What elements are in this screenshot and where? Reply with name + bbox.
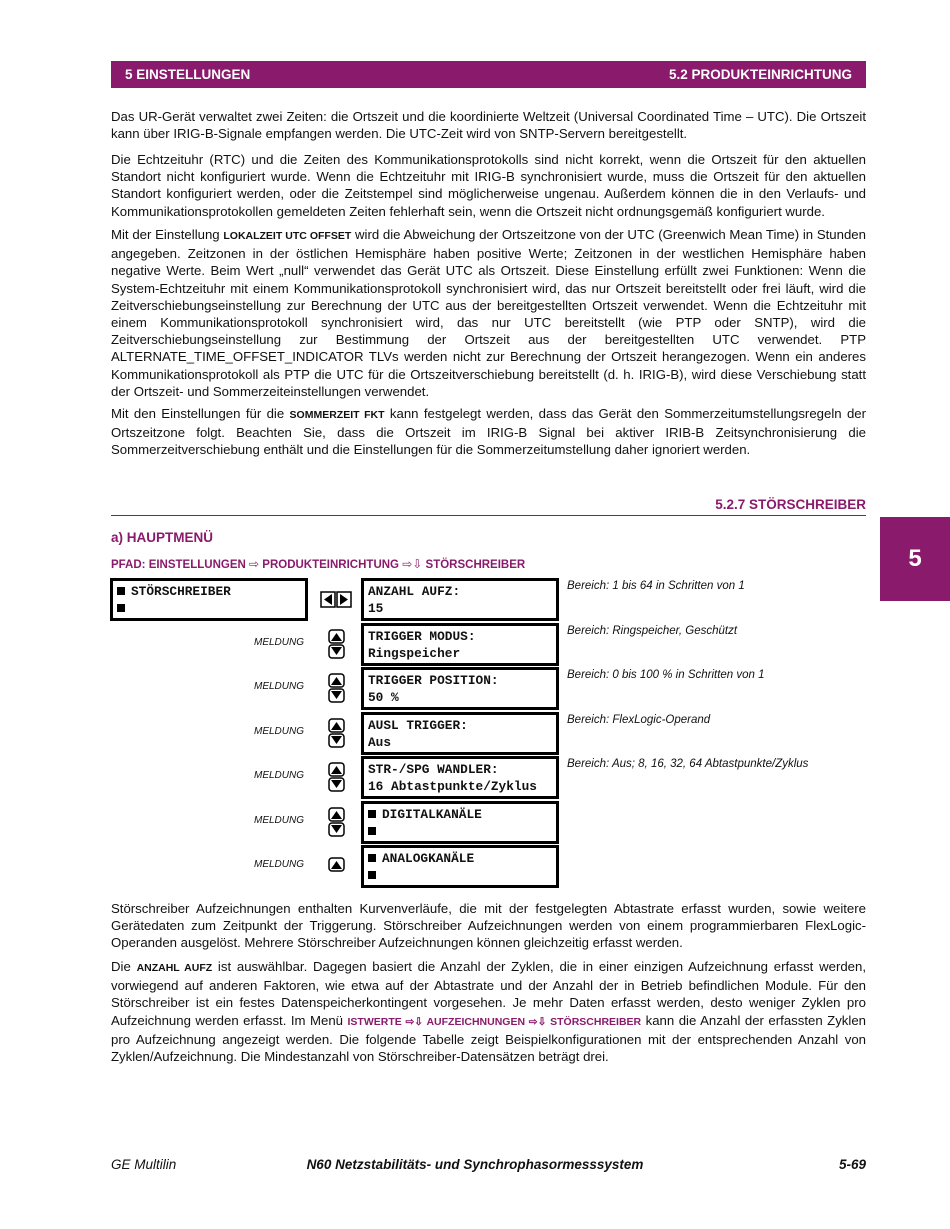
- setting-display-trigger-position: TRIGGER POSITION: 50 %: [361, 667, 559, 710]
- header-section: 5.2 PRODUKTEINRICHTUNG: [668, 67, 852, 82]
- square-bullet-icon: [117, 604, 125, 612]
- range-text: Bereich: 1 bis 64 in Schritten von 1: [567, 580, 745, 592]
- setting-display-ausl-trigger: AUSL TRIGGER: Aus: [361, 712, 559, 755]
- square-bullet-icon: [368, 810, 376, 818]
- up-arrow-icon: [328, 857, 345, 873]
- setting-display-trigger-modus: TRIGGER MODUS: Ringspeicher: [361, 623, 559, 666]
- menu-path-term: STÖRSCHREIBER: [550, 1015, 642, 1028]
- range-text: Bereich: FlexLogic-Operand: [567, 714, 711, 726]
- range-text: Bereich: 0 bis 100 % in Schritten von 1: [567, 669, 765, 681]
- section-title: 5.2.7 STÖRSCHREIBER: [111, 497, 866, 516]
- right-arrow-icon: ⇨: [249, 557, 260, 571]
- left-right-arrows-icon: [320, 591, 352, 608]
- footer-company: GE Multilin: [111, 1157, 177, 1172]
- meldung-label: MELDUNG: [254, 770, 305, 781]
- range-text: Bereich: Aus; 8, 16, 32, 64 Abtastpunkte/Zyklus: [567, 758, 809, 770]
- right-down-arrow-icon: ⇨⇩: [401, 1015, 427, 1028]
- meldung-label: MELDUNG: [254, 726, 305, 737]
- up-down-arrows-icon: [328, 762, 345, 792]
- paragraph-recorder-intro: Störschreiber Aufzeichnungen enthalten Kurvenverläufe, die mit der festgelegten Abtastrate erfasst wurden, sowie weitere Gerätedaten zum Zeitpunkt der Triggerung. Störschreiber Aufzeichnungen werden von einem programmierbaren FlexLogic-Operanden ausgelöst. Mehrere Störschreiber Aufzeichnungen können gleichzeitig erfasst werden.: [111, 901, 866, 951]
- paragraph-rtc: Die Echtzeituhr (RTC) und die Zeiten des Kommunikationsprotokolls sind nicht korrekt, wenn die Ortszeit für den aktuellen Standort nicht konfiguriert wurde. Wenn die Echtzeituhr mit IRIG-B synchronisiert wurde, muss die Ortszeit für den aktuellen Standort konfiguriert werden, oder die Zeitstempel sind möglicherweise ungenau. Außerdem können die in den Verlaufs- und Kommunikationsprotokollen gemeldeten Zeiten fehlerhaft sein, wenn die Ortszeit nicht ordnungsgemäß konfiguriert wurde.: [111, 152, 866, 219]
- right-down-arrow-icon: ⇨⇩: [525, 1015, 551, 1028]
- up-down-arrows-icon: [328, 673, 345, 703]
- header-chapter: 5 EINSTELLUNGEN: [125, 67, 251, 82]
- meldung-label: MELDUNG: [254, 815, 305, 826]
- menu-path-term: ISTWERTE: [347, 1015, 402, 1028]
- square-bullet-icon: [117, 587, 125, 595]
- page-number: 5-69: [838, 1157, 866, 1172]
- meldung-label: MELDUNG: [254, 859, 305, 870]
- paragraph-time: Das UR-Gerät verwaltet zwei Zeiten: die Ortszeit und die koordinierte Weltzeit (Universal Coordinated Time – UTC). Die Ortszeit kann über IRIG-B-Signale empfangen werden. Die UTC-Zeit wird von SNTP-Servern bereitgestellt.: [111, 109, 866, 142]
- up-down-arrows-icon: [328, 807, 345, 837]
- setting-display-anzahl-aufz: ANZAHL AUFZ: 15: [361, 578, 559, 621]
- paragraph-record-count: Die ANZAHL AUFZ ist auswählbar. Dagegen basiert die Anzahl der Zyklen, die in einer einzigen Aufzeichnung erfasst werden, vorwiegend auf anderen Faktoren, wie etwa auf der Abtastrate und der Anzahl der in Betrieb befindlichen Module. Für den Störschreiber ist ein festes Datenspeicherkontingent vorgesehen. Je mehr Daten erfasst werden, desto weniger Zyklen pro Aufzeichnung werden erfasst. Im Menü ISTWERTE ⇨⇩ AUFZEICHNUNGEN ⇨⇩ STÖRSCHREIBER kann die Anzahl der erfassten Zyklen pro Aufzeichnung angezeigt werden. Die folgende Tabelle zeigt Beispielkonfigurationen mit der entsprechenden Anzahl von Zyklen/Aufzeichnung. Die Mindestanzahl von Störschreiber-Datensätzen beträgt drei.: [111, 959, 867, 1065]
- setting-term: SOMMERZEIT FKT: [289, 409, 385, 421]
- setting-term: ANZAHL AUFZ: [136, 962, 213, 974]
- menu-path: PFAD: EINSTELLUNGEN ⇨ PRODUKTEINRICHTUNG ⇨⇩ STÖRSCHREIBER: [111, 557, 526, 571]
- square-bullet-icon: [368, 827, 376, 835]
- setting-display-wandler: STR-/SPG WANDLER: 16 Abtastpunkte/Zyklus: [361, 756, 559, 799]
- page-header: [111, 61, 866, 88]
- square-bullet-icon: [368, 854, 376, 862]
- menu-root-display: STÖRSCHREIBER: [110, 578, 308, 621]
- footer-title: N60 Netzstabilitäts- und Synchrophasormesssystem: [306, 1157, 644, 1172]
- range-text: Bereich: Ringspeicher, Geschützt: [567, 625, 738, 637]
- meldung-label: MELDUNG: [254, 681, 305, 692]
- submenu-display-analogkanaele: ANALOGKANÄLE: [361, 845, 559, 888]
- meldung-label: MELDUNG: [254, 637, 305, 648]
- square-bullet-icon: [368, 871, 376, 879]
- up-down-arrows-icon: [328, 718, 345, 748]
- chapter-tab: 5: [880, 517, 950, 601]
- paragraph-dst: Mit den Einstellungen für die SOMMERZEIT FKT kann festgelegt werden, dass das Gerät den Sommerzeitumstellungsregeln der Ortszeitzone folgt. Beachten Sie, dass die Ortszeit im IRIG-B Signal bei aktiver IRIB-B Zeitsynchronisierung die Sommerzeitverschiebung enthält und die Einstellungen für die Sommerzeitumstellung daher ignoriert werden.: [111, 406, 866, 458]
- sub-heading: a) HAUPTMENÜ: [111, 530, 214, 545]
- right-down-arrow-icon: ⇨⇩: [402, 557, 423, 571]
- paragraph-utc-offset: Mit der Einstellung LOKALZEIT UTC OFFSET wird die Abweichung der Ortszeitzone von der UTC (Greenwich Mean Time) in Stunden angegeben. Zeitzonen in der östlichen Hemisphäre haben positive Werte; Zeitzonen in der westlichen Hemisphäre haben negative Werte. Beim Wert „null“ verwendet das Gerät UTC als Ortszeit. Diese Einstellung erfüllt zwei Funktionen: Wenn die System-Echtzeituhr mit einem Kommunikationsprotokoll synchronisiert wird, das nur Ortszeit bereitstellt oder frei läuft, wird die Zeitverschiebungseinstellung zur Berechnung der UTC aus der bereitgestellten Ortszeit verwendet. Wenn die Echtzeituhr mit einem Kommunikationsprotokoll synchronisiert wird, das nur UTC bereitstellt (wie PTP oder SNTP), wird die Zeitverschiebungseinstellung zur Bestimmung der Ortszeit aus der bereitgestellten UTC verwendet. PTP ALTERNATE_TIME_OFFSET_INDICATOR TLVs werden nicht zur Berechnung der Ortszeit herangezogen. Wenn ein anderes Kommunikationsprotokoll als PTP die UTC für die Ortszeitverschiebung bereitstellt (d. h. IRIG-B), wird diese Verschiebung statt der Ortszeit- und Sommerzeiteinstellungen verwendet.: [111, 227, 866, 399]
- submenu-display-digitalkanaele: DIGITALKANÄLE: [361, 801, 559, 844]
- up-down-arrows-icon: [328, 629, 345, 659]
- setting-term: LOKALZEIT UTC OFFSET: [223, 230, 352, 242]
- menu-path-term: AUFZEICHNUNGEN: [426, 1015, 526, 1028]
